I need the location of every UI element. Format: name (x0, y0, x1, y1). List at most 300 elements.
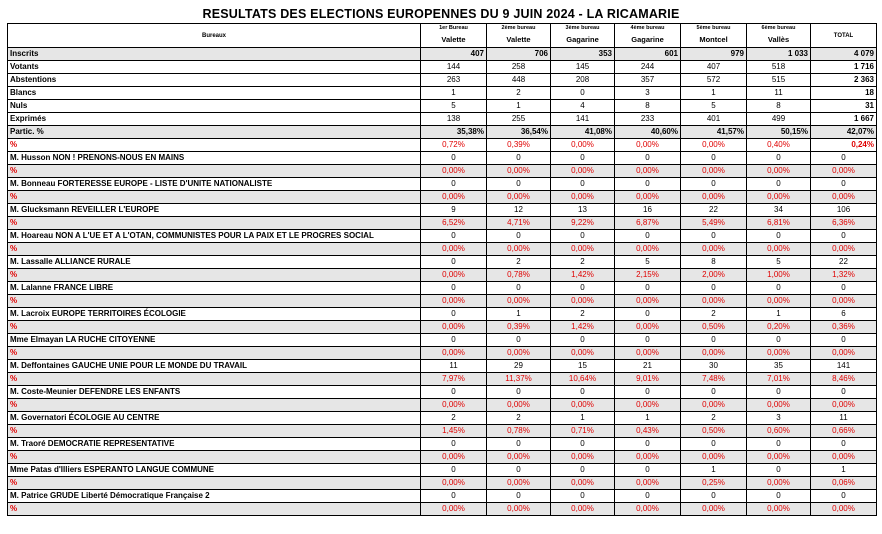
summary-row (8, 61, 877, 74)
list-total: 0 (811, 152, 877, 165)
list-name: M. Bonneau FORTERESSE EUROPE - LISTE D'UNITE NATIONALISTE (8, 178, 421, 191)
cell-value: 979 (681, 48, 747, 61)
row-label: Inscrits (8, 48, 421, 61)
list-votes: 16 (615, 204, 681, 217)
list-votes: 15 (551, 360, 615, 373)
list-votes: 0 (747, 282, 811, 295)
cell-value: 0 (551, 87, 615, 100)
list-row (8, 490, 877, 503)
list-votes: 0 (421, 464, 487, 477)
list-pct: 0,00% (421, 477, 487, 490)
list-pct: 5,49% (681, 217, 747, 230)
bureau-number: 6ème bureau (761, 25, 796, 31)
cell-value: 50,15% (747, 126, 811, 139)
list-pct-row (8, 451, 877, 464)
cell-value: 407 (681, 61, 747, 74)
list-pct-row (8, 399, 877, 412)
cell-value: 2 (487, 87, 551, 100)
list-total: 0 (811, 386, 877, 399)
list-pct: 0,00% (421, 191, 487, 204)
cell-value: 706 (487, 48, 551, 61)
list-name: M. Traoré DEMOCRATIE REPRESENTATIVE (8, 438, 421, 451)
list-pct: 0,00% (615, 451, 681, 464)
list-pct: 0,00% (551, 165, 615, 178)
list-votes: 0 (747, 334, 811, 347)
list-name: M. Hoareau NON A L'UE ET A L'OTAN, COMMUNISTES POUR LA PAIX ET LE PROGRES SOCIAL (8, 230, 421, 243)
pct-label: % (8, 191, 421, 204)
list-votes: 11 (421, 360, 487, 373)
list-pct: 0,00% (551, 243, 615, 256)
list-row (8, 230, 877, 243)
list-votes: 0 (487, 334, 551, 347)
list-pct-row (8, 217, 877, 230)
list-votes: 0 (747, 178, 811, 191)
cell-value: 5 (681, 100, 747, 113)
cell-value: 8 (615, 100, 681, 113)
list-votes: 8 (681, 256, 747, 269)
list-pct: 0,00% (551, 399, 615, 412)
list-total: 11 (811, 412, 877, 425)
list-pct-row (8, 321, 877, 334)
cell-value: 407 (421, 48, 487, 61)
list-pct-row (8, 295, 877, 308)
list-row (8, 178, 877, 191)
list-name: M. Glucksmann REVEILLER L'EUROPE (8, 204, 421, 217)
list-pct-total: 1,32% (811, 269, 877, 282)
header-row (8, 24, 877, 48)
list-votes: 35 (747, 360, 811, 373)
list-pct: 6,87% (615, 217, 681, 230)
cell-value: 145 (551, 61, 615, 74)
list-votes: 12 (487, 204, 551, 217)
bureau-name: Valette (506, 35, 531, 44)
list-name: M. Patrice GRUDE Liberté Démocratique Française 2 (8, 490, 421, 503)
list-votes: 9 (421, 204, 487, 217)
pct-label: % (8, 165, 421, 178)
cell-value: 1 (681, 87, 747, 100)
results-body (8, 48, 877, 516)
bureaux-label: Bureaux (8, 24, 421, 48)
list-votes: 0 (551, 282, 615, 295)
list-votes: 0 (421, 178, 487, 191)
pct-label: % (8, 425, 421, 438)
list-pct: 1,45% (421, 425, 487, 438)
list-pct: 0,00% (421, 269, 487, 282)
bureau-header (681, 24, 747, 48)
list-pct: 0,00% (421, 243, 487, 256)
cell-value: 4 (551, 100, 615, 113)
cell-value: 518 (747, 61, 811, 74)
list-name: M. Governatori ÉCOLOGIE AU CENTRE (8, 412, 421, 425)
list-pct-row (8, 425, 877, 438)
cell-total: 2 363 (811, 74, 877, 87)
list-votes: 2 (487, 412, 551, 425)
list-votes: 1 (681, 464, 747, 477)
pct-label: % (8, 399, 421, 412)
cell-total: 1 667 (811, 113, 877, 126)
list-pct-row (8, 373, 877, 386)
list-pct: 4,71% (487, 217, 551, 230)
list-total: 22 (811, 256, 877, 269)
list-total: 0 (811, 282, 877, 295)
list-pct-total: 8,46% (811, 373, 877, 386)
cell-value: 40,60% (615, 126, 681, 139)
cell-total: 1 716 (811, 61, 877, 74)
pct-label: % (8, 295, 421, 308)
cell-value: 11 (747, 87, 811, 100)
list-pct-total: 0,66% (811, 425, 877, 438)
list-pct-row (8, 243, 877, 256)
list-pct: 0,00% (487, 399, 551, 412)
list-pct: 0,00% (747, 165, 811, 178)
list-pct: 0,00% (487, 243, 551, 256)
list-pct: 0,00% (421, 347, 487, 360)
list-votes: 0 (487, 464, 551, 477)
row-label: Abstentions (8, 74, 421, 87)
list-pct: 0,25% (681, 477, 747, 490)
cell-value: 357 (615, 74, 681, 87)
row-label: Blancs (8, 87, 421, 100)
list-pct-total: 0,00% (811, 347, 877, 360)
list-votes: 0 (421, 438, 487, 451)
list-row (8, 360, 877, 373)
bureau-name: Gagarine (631, 35, 664, 44)
list-pct: 0,00% (421, 503, 487, 516)
bureau-name: Valette (441, 35, 466, 44)
list-pct: 0,00% (487, 191, 551, 204)
list-votes: 2 (681, 308, 747, 321)
list-votes: 0 (615, 386, 681, 399)
list-pct: 0,00% (615, 321, 681, 334)
summary-row (8, 74, 877, 87)
list-pct: 0,00% (551, 503, 615, 516)
bureau-header (615, 24, 681, 48)
summary-row (8, 139, 877, 152)
pct-label: % (8, 451, 421, 464)
row-label: % (8, 139, 421, 152)
list-votes: 0 (681, 386, 747, 399)
list-pct-row (8, 347, 877, 360)
cell-value: 8 (747, 100, 811, 113)
list-votes: 0 (421, 308, 487, 321)
list-pct: 0,00% (615, 243, 681, 256)
list-pct-total: 0,00% (811, 243, 877, 256)
list-pct: 0,00% (747, 347, 811, 360)
list-total: 141 (811, 360, 877, 373)
row-label: Exprimés (8, 113, 421, 126)
cell-value: 448 (487, 74, 551, 87)
list-votes: 0 (615, 178, 681, 191)
cell-value: 41,57% (681, 126, 747, 139)
list-pct: 0,00% (747, 451, 811, 464)
list-votes: 29 (487, 360, 551, 373)
cell-total: 31 (811, 100, 877, 113)
list-pct: 11,37% (487, 373, 551, 386)
cell-value: 515 (747, 74, 811, 87)
list-name: M. Lacroix EUROPE TERRITOIRES ÉCOLOGIE (8, 308, 421, 321)
list-pct: 0,00% (747, 503, 811, 516)
list-pct: 6,81% (747, 217, 811, 230)
cell-value: 258 (487, 61, 551, 74)
list-votes: 0 (615, 308, 681, 321)
list-pct: 7,48% (681, 373, 747, 386)
list-votes: 0 (551, 230, 615, 243)
list-votes: 13 (551, 204, 615, 217)
list-pct: 0,00% (747, 191, 811, 204)
list-votes: 0 (747, 464, 811, 477)
list-pct: 0,00% (487, 295, 551, 308)
list-votes: 1 (615, 412, 681, 425)
list-votes: 5 (615, 256, 681, 269)
list-pct: 1,42% (551, 321, 615, 334)
summary-row (8, 113, 877, 126)
list-pct: 0,00% (615, 347, 681, 360)
list-pct-total: 0,00% (811, 191, 877, 204)
pct-label: % (8, 269, 421, 282)
list-pct: 7,97% (421, 373, 487, 386)
list-pct-total: 0,00% (811, 165, 877, 178)
summary-row (8, 48, 877, 61)
list-total: 0 (811, 230, 877, 243)
list-pct: 0,00% (681, 503, 747, 516)
list-votes: 0 (421, 282, 487, 295)
list-pct: 0,00% (487, 451, 551, 464)
list-votes: 0 (421, 334, 487, 347)
list-pct: 0,00% (747, 295, 811, 308)
list-pct: 0,00% (615, 503, 681, 516)
list-votes: 0 (421, 490, 487, 503)
cell-value: 263 (421, 74, 487, 87)
list-pct: 0,00% (551, 451, 615, 464)
list-total: 106 (811, 204, 877, 217)
cell-value: 41,08% (551, 126, 615, 139)
list-total: 0 (811, 178, 877, 191)
list-pct: 0,00% (487, 503, 551, 516)
list-votes: 1 (747, 308, 811, 321)
cell-value: 5 (421, 100, 487, 113)
list-votes: 0 (487, 386, 551, 399)
cell-value: 1 (487, 100, 551, 113)
list-votes: 0 (551, 152, 615, 165)
list-votes: 0 (681, 490, 747, 503)
list-votes: 3 (747, 412, 811, 425)
list-name: Mme Elmayan LA RUCHE CITOYENNE (8, 334, 421, 347)
list-votes: 0 (487, 152, 551, 165)
list-name: M. Coste-Meunier DEFENDRE LES ENFANTS (8, 386, 421, 399)
bureau-number: 2ème bureau (501, 25, 536, 31)
list-votes: 0 (421, 230, 487, 243)
list-pct: 0,00% (681, 165, 747, 178)
cell-value: 572 (681, 74, 747, 87)
results-table (7, 23, 877, 516)
list-pct-row (8, 269, 877, 282)
list-name: M. Lalanne FRANCE LIBRE (8, 282, 421, 295)
cell-value: 1 033 (747, 48, 811, 61)
cell-value: 499 (747, 113, 811, 126)
list-total: 1 (811, 464, 877, 477)
cell-value: 208 (551, 74, 615, 87)
list-pct: 0,00% (747, 477, 811, 490)
list-row (8, 282, 877, 295)
list-votes: 0 (747, 438, 811, 451)
list-pct-total: 0,00% (811, 451, 877, 464)
list-pct: 0,00% (551, 191, 615, 204)
total-header: TOTAL (811, 24, 877, 48)
cell-total: 18 (811, 87, 877, 100)
cell-value: 0,39% (487, 139, 551, 152)
list-pct-total: 0,00% (811, 399, 877, 412)
summary-row (8, 87, 877, 100)
cell-value: 401 (681, 113, 747, 126)
list-pct: 0,00% (551, 347, 615, 360)
list-votes: 0 (747, 152, 811, 165)
bureau-header (487, 24, 551, 48)
list-pct: 0,00% (551, 295, 615, 308)
list-votes: 0 (421, 386, 487, 399)
bureau-header (551, 24, 615, 48)
list-pct: 0,00% (615, 165, 681, 178)
list-pct-row (8, 165, 877, 178)
list-votes: 0 (551, 438, 615, 451)
summary-row (8, 100, 877, 113)
list-pct: 0,00% (747, 243, 811, 256)
list-row (8, 256, 877, 269)
bureau-name: Gagarine (566, 35, 599, 44)
list-votes: 0 (681, 230, 747, 243)
cell-value: 0,00% (681, 139, 747, 152)
list-votes: 1 (487, 308, 551, 321)
list-votes: 0 (615, 230, 681, 243)
list-votes: 0 (551, 334, 615, 347)
list-pct: 0,00% (421, 451, 487, 464)
bureau-name: Montcel (699, 35, 728, 44)
list-name: Mme Patas d'Illiers ESPERANTO LANGUE COMMUNE (8, 464, 421, 477)
list-pct: 0,00% (615, 295, 681, 308)
list-pct: 0,00% (747, 399, 811, 412)
pct-label: % (8, 217, 421, 230)
list-votes: 0 (615, 438, 681, 451)
list-votes: 0 (615, 334, 681, 347)
list-votes: 5 (747, 256, 811, 269)
list-votes: 0 (487, 490, 551, 503)
list-votes: 0 (487, 230, 551, 243)
list-pct: 0,71% (551, 425, 615, 438)
list-row (8, 386, 877, 399)
list-votes: 2 (551, 308, 615, 321)
cell-value: 244 (615, 61, 681, 74)
pct-label: % (8, 477, 421, 490)
bureau-header (421, 24, 487, 48)
row-label: Votants (8, 61, 421, 74)
list-pct: 0,00% (487, 165, 551, 178)
list-row (8, 308, 877, 321)
list-name: M. Deffontaines GAUCHE UNIE POUR LE MONDE DU TRAVAIL (8, 360, 421, 373)
list-votes: 0 (421, 256, 487, 269)
cell-value: 141 (551, 113, 615, 126)
list-row (8, 152, 877, 165)
list-pct: 0,00% (421, 321, 487, 334)
list-votes: 2 (681, 412, 747, 425)
list-row (8, 438, 877, 451)
list-pct: 0,00% (681, 399, 747, 412)
cell-value: 3 (615, 87, 681, 100)
cell-value: 0,00% (615, 139, 681, 152)
list-votes: 0 (681, 282, 747, 295)
list-pct: 0,39% (487, 321, 551, 334)
list-pct: 0,00% (421, 165, 487, 178)
cell-value: 36,54% (487, 126, 551, 139)
list-pct: 0,00% (615, 191, 681, 204)
list-votes: 0 (615, 464, 681, 477)
list-pct: 0,00% (681, 347, 747, 360)
list-votes: 0 (681, 334, 747, 347)
list-pct: 7,01% (747, 373, 811, 386)
list-pct: 0,00% (681, 451, 747, 464)
row-label: Nuls (8, 100, 421, 113)
list-votes: 2 (487, 256, 551, 269)
list-pct-row (8, 191, 877, 204)
list-pct: 6,52% (421, 217, 487, 230)
list-name: M. Lassalle ALLIANCE RURALE (8, 256, 421, 269)
list-pct: 0,00% (421, 295, 487, 308)
pct-label: % (8, 243, 421, 256)
list-votes: 0 (551, 386, 615, 399)
list-pct-total: 0,00% (811, 503, 877, 516)
list-votes: 0 (551, 490, 615, 503)
list-pct-row (8, 503, 877, 516)
cell-value: 0,72% (421, 139, 487, 152)
list-votes: 0 (747, 230, 811, 243)
list-pct: 0,78% (487, 425, 551, 438)
list-pct-total: 0,06% (811, 477, 877, 490)
list-pct-total: 0,00% (811, 295, 877, 308)
list-total: 0 (811, 490, 877, 503)
row-label: Partic. % (8, 126, 421, 139)
list-votes: 1 (551, 412, 615, 425)
cell-value: 353 (551, 48, 615, 61)
summary-row (8, 126, 877, 139)
list-votes: 34 (747, 204, 811, 217)
pct-label: % (8, 321, 421, 334)
list-votes: 0 (487, 282, 551, 295)
cell-value: 0,40% (747, 139, 811, 152)
list-votes: 0 (551, 178, 615, 191)
list-pct: 0,00% (681, 191, 747, 204)
list-pct-total: 6,36% (811, 217, 877, 230)
list-votes: 21 (615, 360, 681, 373)
list-pct: 0,43% (615, 425, 681, 438)
list-votes: 0 (681, 152, 747, 165)
pct-label: % (8, 347, 421, 360)
list-votes: 2 (551, 256, 615, 269)
list-votes: 0 (615, 490, 681, 503)
list-pct: 0,00% (615, 477, 681, 490)
list-name: M. Husson NON ! PRENONS-NOUS EN MAINS (8, 152, 421, 165)
list-pct: 2,15% (615, 269, 681, 282)
cell-total: 4 079 (811, 48, 877, 61)
list-pct: 10,64% (551, 373, 615, 386)
list-votes: 0 (551, 464, 615, 477)
bureau-name: Vallès (767, 35, 790, 44)
cell-value: 144 (421, 61, 487, 74)
list-votes: 0 (681, 178, 747, 191)
list-votes: 0 (747, 386, 811, 399)
cell-value: 138 (421, 113, 487, 126)
cell-value: 35,38% (421, 126, 487, 139)
list-pct: 9,22% (551, 217, 615, 230)
list-votes: 0 (615, 152, 681, 165)
list-votes: 0 (615, 282, 681, 295)
